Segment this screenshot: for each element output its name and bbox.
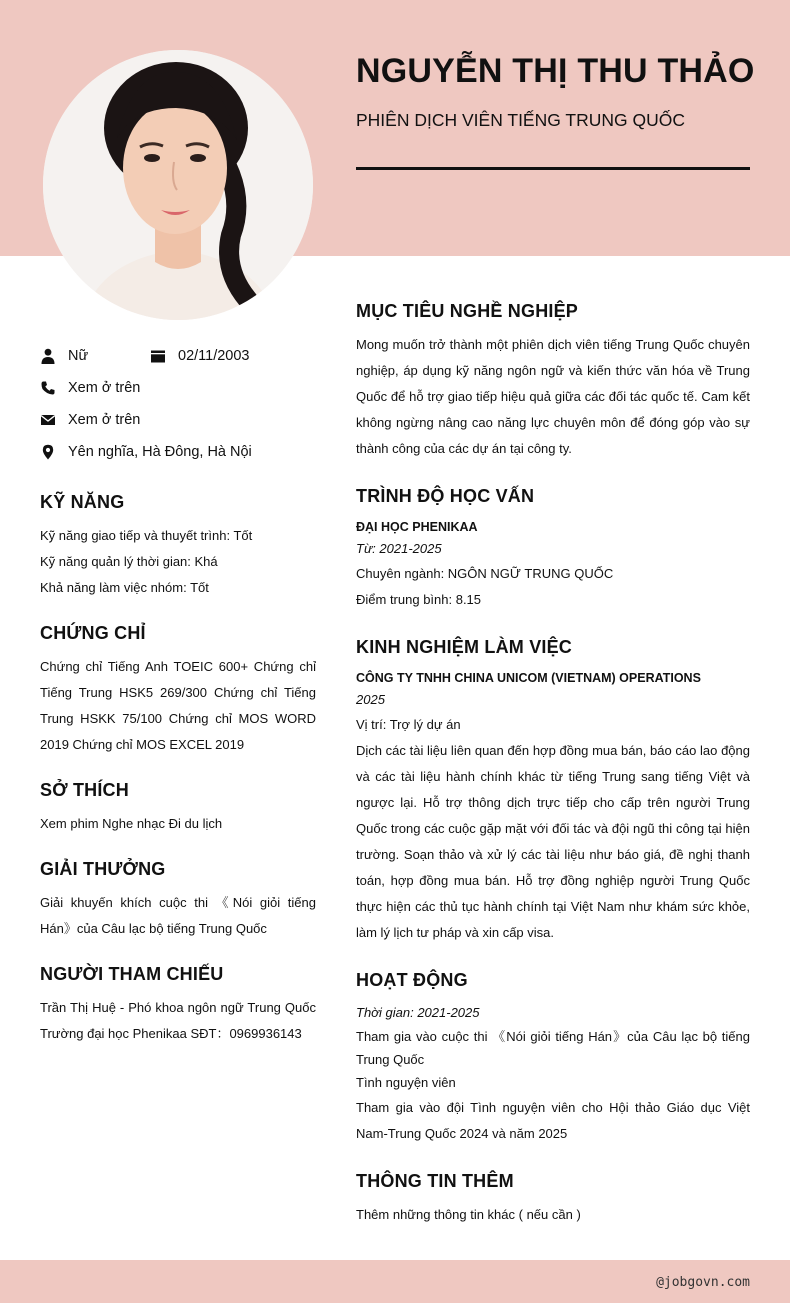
school-name: ĐẠI HỌC PHENIKAA [356,520,478,534]
candidate-name: NGUYỄN THỊ THU THẢO [356,52,755,90]
hobbies-heading: SỞ THÍCH [40,780,129,800]
profile-photo-image [43,50,313,320]
education-gpa: Điểm trung bình: 8.15 [356,592,482,607]
education-heading: TRÌNH ĐỘ HỌC VẤN [356,486,535,506]
skill-item: Kỹ năng quản lý thời gian: Khá [40,554,218,569]
certificates-text: Chứng chỉ Tiếng Anh TOEIC 600+ Chứng chỉ Tiếng Trung HSK5 269/300 Chứng chỉ Tiếng Trung HSKK 75/100 Chứng chỉ MOS WORD 2019 Chứng chỉ MOS EXCEL 2019 [40,659,316,752]
skill-item: Khả năng làm việc nhóm: Tốt [40,580,209,595]
gender-value: Nữ [68,348,89,364]
references-heading: NGƯỜI THAM CHIẾU [40,964,224,984]
person-icon [40,348,56,364]
activity-item: Tham gia vào cuộc thi 《Nói giỏi tiếng Hán》của Câu lạc bộ tiếng Trung Quốc [356,1029,750,1067]
contact-phone-row [40,372,316,404]
skill-item: Kỹ năng giao tiếp và thuyết trình: Tốt [40,528,253,543]
objective-text: Mong muốn trở thành một phiên dịch viên tiếng Trung Quốc chuyên nghiệp, áp dụng kỹ năng ngôn ngữ và kiến thức văn hóa về Trung Quốc để hỗ trợ giao tiếp hiệu quả giữa các đối tác quốc tế. Cam kết không ngừng nâng cao năng lực chuyên môn để đóng góp vào sự thành công của các dự án tại công ty. [356,337,750,456]
footer-watermark: @jobgovn.com [656,1275,750,1290]
education-period: Từ: 2021-2025 [356,541,442,556]
experience-heading: KINH NGHIỆM LÀM VIỆC [356,637,573,657]
contact-email-row [40,404,316,436]
skills-heading: KỸ NĂNG [40,492,125,512]
company-name: CÔNG TY TNHH CHINA UNICOM (VIETNAM) OPERATIONS [356,671,701,685]
location-pin-icon [40,444,56,460]
contact-gender-birth-row [40,340,316,372]
experience-position: Vị trí: Trợ lý dự án [356,717,461,732]
mail-icon [40,412,56,428]
birthdate-value: 02/11/2003 [178,348,250,364]
education-major: Chuyên ngành: NGÔN NGỮ TRUNG QUỐC [356,566,614,581]
certificates-heading: CHỨNG CHỈ [40,623,146,643]
activity-item: Tham gia vào đội Tình nguyện viên cho Hội thảo Giáo dục Việt Nam-Trung Quốc 2024 và năm 2025 [356,1100,750,1141]
address-value: Yên nghĩa, Hà Đông, Hà Nội [68,444,252,460]
phone-value: Xem ở trên [68,380,141,396]
experience-year: 2025 [356,692,385,707]
experience-description: Dịch các tài liệu liên quan đến hợp đồng mua bán, báo cáo lao động và các tài liệu hành chính khác từ tiếng Trung sang tiếng Việt và ngược lại. Hỗ trợ thông dịch trực tiếp cho cấp trên người Trung Quốc trong các cuộc gặp mặt với đối tác và đội ngũ thi công tại hiện trường. Soạn thảo và xử lý các tài liệu như báo giá, đề nghị thanh toán, hợp đồng mua bán. Hỗ trợ đồng nghiệp người Trung Quốc thực hiện các thủ tục hành chính tại Việt Nam như khám sức khỏe, làm lý lịch tư pháp và xin cấp visa. [356,743,750,940]
calendar-icon [150,348,166,364]
contact-address-row [40,436,316,468]
activities-heading: HOẠT ĐỘNG [356,970,468,990]
right-column [356,301,750,1228]
activity-role: Tình nguyện viên [356,1075,456,1090]
awards-text: Giải khuyến khích cuộc thi 《Nói giỏi tiếng Hán》của Câu lạc bộ tiếng Trung Quốc [40,895,316,936]
activities-period: Thời gian: 2021-2025 [356,1005,480,1020]
awards-heading: GIẢI THƯỞNG [40,859,166,879]
objective-heading: MỤC TIÊU NGHỀ NGHIỆP [356,301,579,321]
title-divider [356,167,750,170]
references-text: Trần Thị Huệ - Phó khoa ngôn ngữ Trung Quốc Trường đại học Phenikaa SĐT：0969936143 [40,1000,316,1041]
job-title: PHIÊN DỊCH VIÊN TIẾNG TRUNG QUỐC [356,110,685,130]
extra-info-heading: THÔNG TIN THÊM [356,1171,514,1191]
hobbies-text: Xem phim Nghe nhạc Đi du lịch [40,816,223,831]
left-column [40,340,316,1047]
extra-info-text: Thêm những thông tin khác ( nếu cần ) [356,1207,581,1222]
profile-photo [43,50,313,320]
phone-icon [40,380,56,396]
email-value: Xem ở trên [68,412,141,428]
